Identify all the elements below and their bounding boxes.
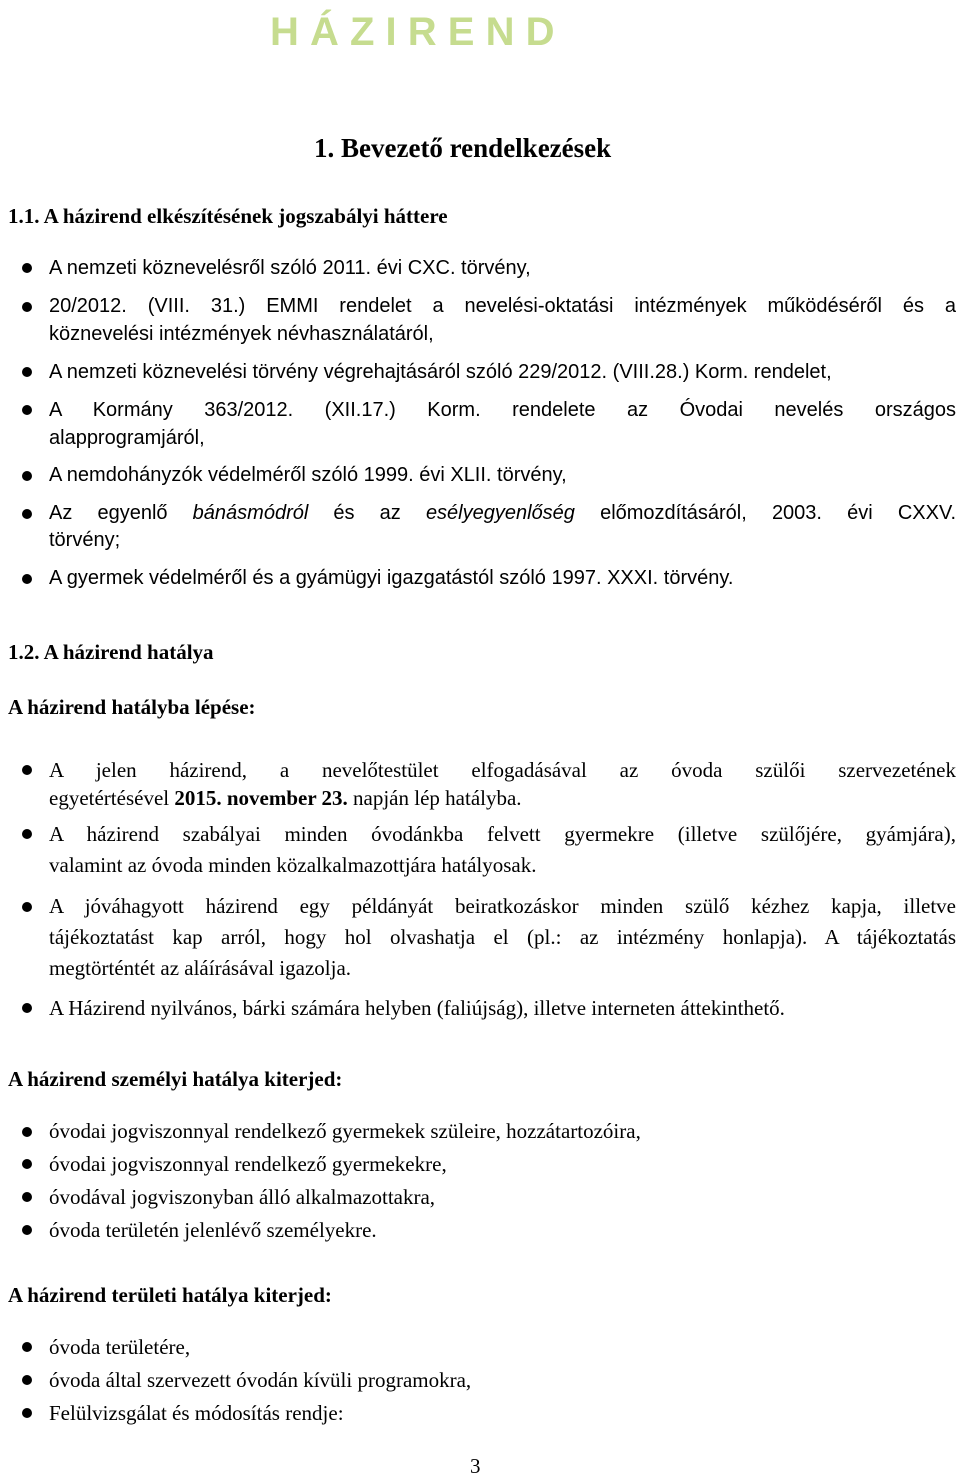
bullet — [22, 1342, 32, 1352]
list-item-continuation: köznevelési intézmények névhasználatáról, — [49, 323, 434, 345]
bullet — [22, 829, 32, 839]
text-run: Az egyenlő — [49, 502, 193, 524]
list-item: óvodai jogviszonnyal rendelkező gyermekekre, — [49, 1152, 447, 1176]
list-item: Felülvizsgálat és módosítás rendje: — [49, 1401, 344, 1425]
page-number: 3 — [470, 1454, 481, 1478]
list-item: A jelen házirend, a nevelőtestület elfogadásával az óvoda szülői szervezetének — [49, 758, 956, 782]
list-item: A nemzeti köznevelési törvény végrehajtásáról szóló 229/2012. (VIII.28.) Korm. rendelet, — [49, 361, 832, 383]
personal-scope-heading: A házirend személyi hatálya kiterjed: — [8, 1067, 343, 1091]
bullet — [22, 1159, 32, 1169]
effect-heading: A házirend hatályba lépése: — [8, 695, 256, 719]
bullet — [22, 509, 32, 519]
subsection-heading-1-1: 1.1. A házirend elkészítésének jogszabályi háttere — [8, 204, 448, 228]
bullet — [22, 1003, 32, 1013]
italic-term: esélyegyenlőség — [425, 502, 575, 524]
list-item: óvodai jogviszonnyal rendelkező gyermekek szüleire, hozzátartozóira, — [49, 1119, 641, 1143]
italic-term: bánásmódról — [192, 502, 309, 524]
text-run: egyetértésével — [49, 786, 175, 810]
list-item-continuation: tájékoztatást kap arról, hogy hol olvashatja el (pl.: az intézmény honlapja). A tájékoztatás — [49, 925, 956, 949]
list-item: A nemzeti köznevelésről szóló 2011. évi CXC. törvény, — [49, 257, 531, 279]
list-item-continuation: törvény; — [49, 529, 121, 551]
bullet — [22, 1192, 32, 1202]
bullet — [22, 405, 32, 415]
bullet — [22, 367, 32, 377]
document-title: H Á Z I R E N D — [270, 10, 555, 54]
effective-date: 2015. november 23. — [174, 786, 348, 810]
territorial-scope-heading: A házirend területi hatálya kiterjed: — [8, 1283, 332, 1307]
bullet — [22, 765, 32, 775]
bullet — [22, 263, 32, 273]
list-item: 20/2012. (VIII. 31.) EMMI rendelet a nevelési-oktatási intézmények működéséről és a — [49, 295, 956, 317]
list-item-continuation: valamint az óvoda minden közalkalmazottjára hatályosak. — [49, 853, 537, 877]
text-run: és az — [308, 502, 426, 524]
list-item: A házirend szabályai minden óvodánkba felvett gyermekre (illetve szülőjére, gyámjára), — [49, 822, 956, 846]
list-item-continuation — [49, 784, 522, 812]
bullet — [22, 574, 32, 584]
list-item: óvoda által szervezett óvodán kívüli programokra, — [49, 1368, 472, 1392]
list-item — [49, 499, 956, 527]
list-item-continuation: alapprogramjáról, — [49, 427, 205, 449]
list-item: A Kormány 363/2012. (XII.17.) Korm. rendelete az Óvodai nevelés országos — [49, 399, 956, 421]
bullet — [22, 1408, 32, 1418]
list-item: óvoda területén jelenlévő személyekre. — [49, 1218, 377, 1242]
bullet — [22, 1375, 32, 1385]
bullet — [22, 902, 32, 912]
bullet — [22, 1225, 32, 1235]
section-heading: 1. Bevezető rendelkezések — [314, 133, 612, 163]
list-item: A Házirend nyilvános, bárki számára helyben (faliújság), illetve interneten áttekinthető. — [49, 996, 785, 1020]
list-item: A jóváhagyott házirend egy példányát beiratkozáskor minden szülő kézhez kapja, illetve — [49, 894, 956, 918]
bullet — [22, 302, 32, 312]
list-item: óvoda területére, — [49, 1335, 191, 1359]
text-run: előmozdításáról, 2003. évi CXXV. — [574, 502, 956, 524]
list-item: óvodával jogviszonyban álló alkalmazottakra, — [49, 1185, 436, 1209]
list-item: A gyermek védelméről és a gyámügyi igazgatástól szóló 1997. XXXI. törvény. — [49, 567, 734, 589]
subsection-heading-1-2: 1.2. A házirend hatálya — [8, 640, 214, 664]
bullet — [22, 471, 32, 481]
list-item: A nemdohányzók védelméről szóló 1999. évi XLII. törvény, — [49, 464, 567, 486]
list-item-continuation: megtörténtét az aláírásával igazolja. — [49, 956, 352, 980]
text-run: napján lép hatályba. — [347, 786, 522, 810]
bullet — [22, 1127, 32, 1137]
